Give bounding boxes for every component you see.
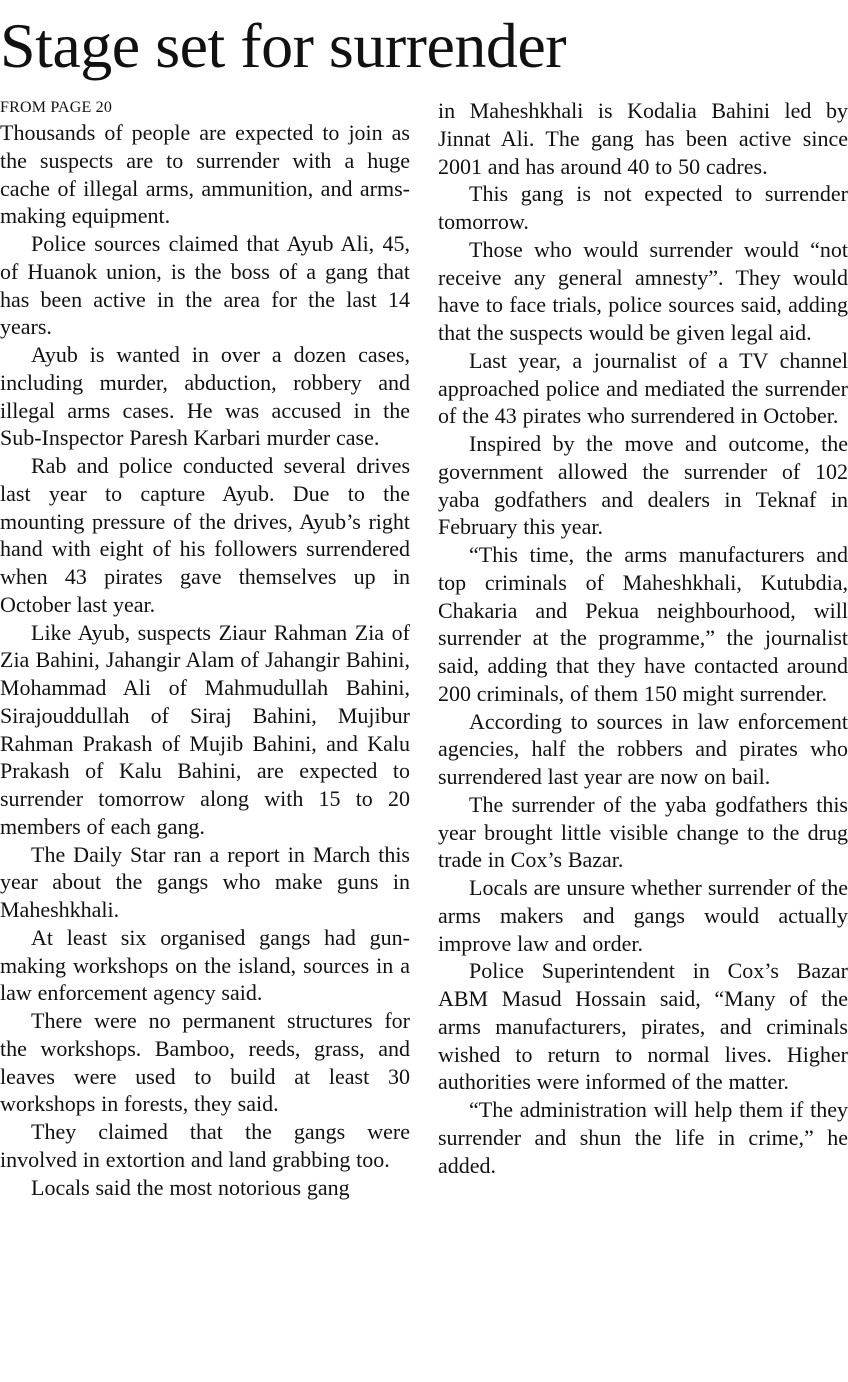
paragraph: Locals said the most notorious gang <box>31 1174 350 1200</box>
paragraph: There were no permanent structures for the workshops. Bamboo, reeds, grass, and leaves were used to build at least 30 workshops in forests, they said. <box>0 1008 410 1117</box>
paragraph: Those who would surrender would “not receive any general amnesty”. They would have to face trials, police sources said, adding that the suspects would be given legal aid. <box>438 236 848 345</box>
paragraph: Last year, a journalist of a TV channel approached police and mediated the surrender of the 43 pirates who surrendered in October. <box>438 347 848 429</box>
paragraph-continued: in Maheshkhali is Kodalia Bahini led by Jinnat Ali. The gang has been active since 2001 and has around 40 to 50 cadres. <box>438 98 848 179</box>
paragraph: This gang is not expected to surrender tomorrow. <box>438 181 848 234</box>
headline: Stage set for surrender <box>0 10 567 81</box>
paragraph: Police Superintendent in Cox’s Bazar ABM Masud Hossain said, “Many of the arms manufacturers, pirates, and criminals wished to return to normal lives. Higher authorities were informed of the matter. <box>438 958 848 1095</box>
paragraph: Locals are unsure whether surrender of the arms makers and gangs would actually improve law and order. <box>438 875 848 956</box>
paragraph: According to sources in law enforcement agencies, half the robbers and pirates who surrendered last year are now on bail. <box>438 708 848 789</box>
paragraph: The Daily Star ran a report in March this year about the gangs who make guns in Maheshkhali. <box>0 841 410 922</box>
paragraph: At least six organised gangs had gun-making workshops on the island, sources in a law enforcement agency said. <box>0 924 410 1006</box>
paragraph: The surrender of the yaba godfathers this year brought little visible change to the drug trade in Cox’s Bazar. <box>438 791 848 873</box>
paragraph: “This time, the arms manufacturers and top criminals of Maheshkhali, Kutubdia, Chakaria and Pekua neighbourhood, will surrender at the programme,” the journalist said, adding that they have contacted around 200 criminals, of them 150 might surrender. <box>438 542 848 706</box>
article-column-right <box>438 97 848 1179</box>
paragraph: Ayub is wanted in over a dozen cases, including murder, abduction, robbery and illegal arms cases. He was accused in the Sub-Inspector Paresh Karbari murder case. <box>0 342 410 451</box>
paragraph: They claimed that the gangs were involved in extortion and land grabbing too. <box>0 1119 410 1172</box>
paragraph: Inspired by the move and outcome, the government allowed the surrender of 102 yaba godfathers and dealers in Teknaf in February this year. <box>438 431 848 540</box>
paragraph: Rab and police conducted several drives last year to capture Ayub. Due to the mounting pressure of the drives, Ayub’s right hand with eight of his followers surrendered when 43 pirates gave themselves up in October last year. <box>0 453 410 617</box>
paragraph: Thousands of people are expected to join as the suspects are to surrender with a huge cache of illegal arms, ammunition, and arms-making equipment. <box>0 120 410 229</box>
paragraph: Like Ayub, suspects Ziaur Rahman Zia of Zia Bahini, Jahangir Alam of Jahangir Bahini, Mohammad Ali of Mahmudullah Bahini, Sirajouddullah of Siraj Bahini, Mujibur Rahman Prakash of Mujib Bahini, and Kalu Prakash of Kalu Bahini, are expected to surrender tomorrow along with 15 to 20 members of each gang. <box>0 619 410 839</box>
article-column-left <box>0 97 410 1201</box>
paragraph: “The administration will help them if they surrender and shun the life in crime,” he added. <box>438 1097 848 1178</box>
paragraph: Police sources claimed that Ayub Ali, 45, of Huanok union, is the boss of a gang that has been active in the area for the last 14 years. <box>0 231 410 340</box>
jump-line: FROM PAGE 20 <box>0 99 113 116</box>
